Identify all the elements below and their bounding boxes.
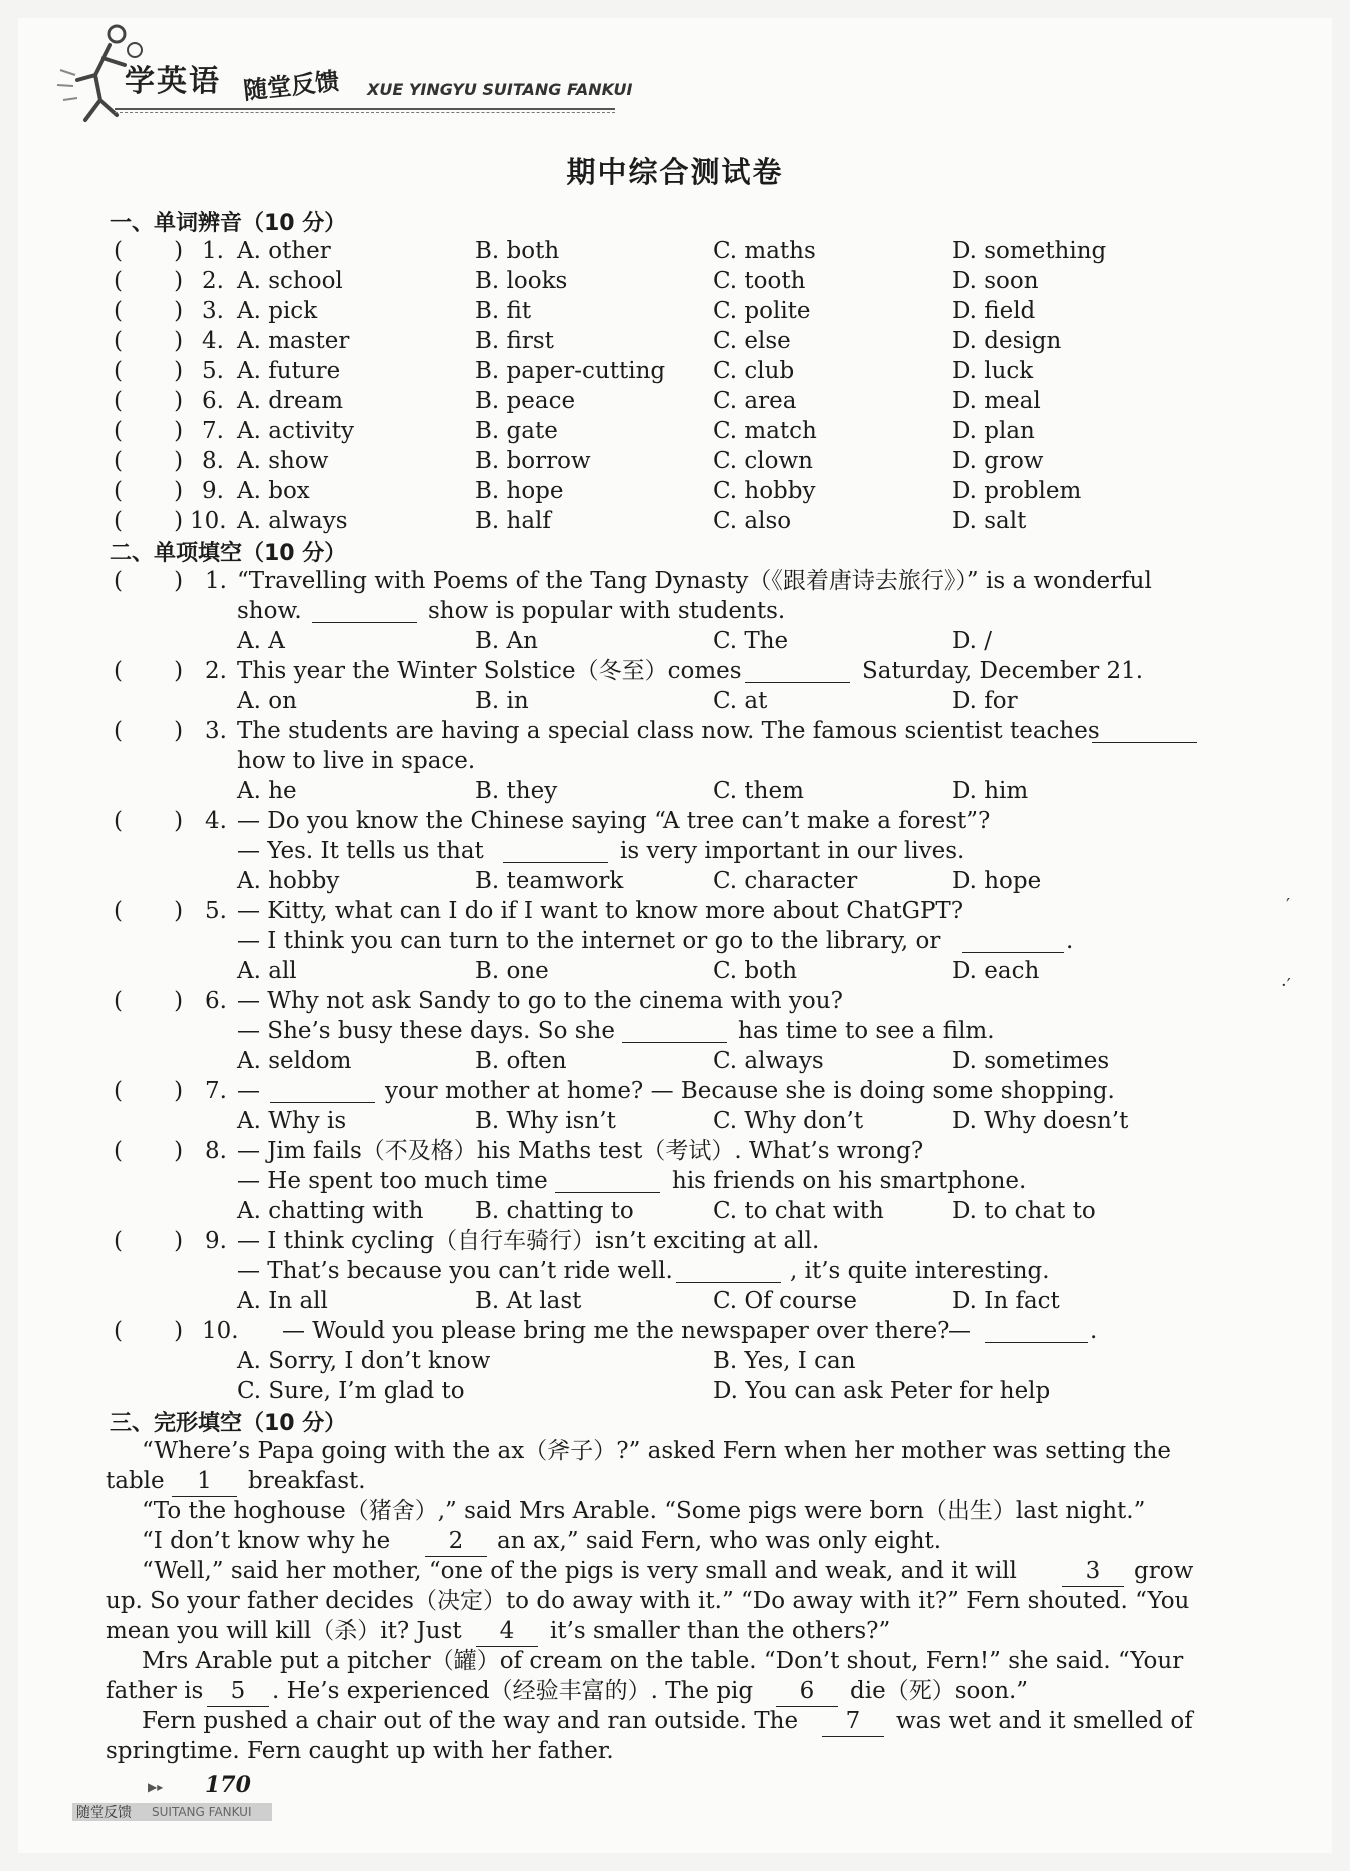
question-row: ( ) 6. A. dream B. peace C. area D. meal [114, 388, 1041, 414]
question-text: — [237, 1078, 260, 1104]
option-d: D. for [952, 688, 1018, 714]
option-a: A. hobby [237, 868, 340, 894]
option-d: D. each [952, 958, 1040, 984]
option-a: A. activity [237, 418, 355, 444]
option-c: C. else [713, 328, 791, 354]
question-row: ( ) 7. — your mother at home? — Because she is doing some shopping. [114, 1078, 1115, 1104]
passage-text: . He’s experienced（经验丰富的）. The pig [272, 1678, 754, 1704]
passage-text: was wet and it smelled of [896, 1708, 1193, 1734]
question-row: ( ) 2. A. school B. looks C. tooth D. soon [114, 268, 1039, 294]
question-text: has time to see a film. [738, 1018, 995, 1044]
option-a: A. pick [237, 298, 318, 324]
question-text: is very important in our lives. [620, 838, 965, 864]
question-number: 7. [205, 1078, 227, 1104]
option-d: D. problem [952, 478, 1082, 504]
question-row: ( ) 5. A. future B. paper-cutting C. club D. luck [114, 358, 1034, 384]
option-d: D. grow [952, 448, 1044, 474]
passage-text: it’s smaller than the others?” [550, 1618, 891, 1644]
option-a: A. chatting with [237, 1198, 424, 1224]
section-heading: 三、完形填空（10 分） [110, 1411, 347, 1436]
option-b: B. An [475, 628, 538, 654]
option-b: B. teamwork [475, 868, 624, 894]
option-a: A. on [237, 688, 297, 714]
cloze-blank-5[interactable]: 5 [207, 1676, 269, 1707]
option-b: B. Yes, I can [713, 1348, 856, 1374]
cloze-blank-1[interactable]: 1 [172, 1466, 237, 1497]
option-d: D. You can ask Peter for help [713, 1378, 1051, 1404]
option-c: C. them [713, 778, 804, 804]
answer-blank[interactable] [985, 1316, 1088, 1343]
option-b: B. Why isn’t [475, 1108, 616, 1134]
answer-blank[interactable] [270, 1076, 375, 1103]
options-row [0, 1106, 1350, 1136]
passage-text: “Well,” said her mother, “one of the pigs is very small and weak, and it will [142, 1558, 1017, 1584]
scan-mark: ′ [1286, 895, 1291, 916]
question-row: ( ) 1. A. other B. both C. maths D. something [114, 238, 1107, 264]
question-number: 8. [205, 1138, 227, 1164]
options-row [0, 626, 1350, 656]
answer-blank[interactable] [676, 1256, 781, 1283]
option-d: D. In fact [952, 1288, 1060, 1314]
question-row [0, 1166, 1350, 1196]
question-number: 10. [190, 508, 227, 534]
option-b: B. they [475, 778, 558, 804]
option-d: D. design [952, 328, 1062, 354]
answer-blank[interactable] [503, 836, 608, 863]
question-row: ( ) 3. The students are having a special class now. The famous scientist teaches [0, 716, 1350, 746]
option-c: C. both [713, 958, 798, 984]
question-row: ( ) 1. “Travelling with Poems of the Tang Dynasty（《跟着唐诗去旅行》）” is a wonderful [114, 568, 1152, 594]
option-a: A. he [237, 778, 297, 804]
question-row [0, 1256, 1350, 1286]
option-b: B. paper-cutting [475, 358, 666, 384]
option-b: B. hope [475, 478, 564, 504]
question-row [0, 926, 1350, 956]
passage-text: father is [106, 1678, 204, 1704]
question-text: — [948, 1318, 971, 1344]
section-heading: 一、单词辨音（10 分） [110, 211, 347, 236]
option-d: D. to chat to [952, 1198, 1096, 1224]
option-a: A. Sorry, I don’t know [237, 1348, 491, 1374]
option-d: D. / [952, 628, 992, 654]
option-b: B. both [475, 238, 560, 264]
options-row [0, 1346, 1350, 1376]
question-row: ( ) 10. A. always B. half C. also D. salt [114, 508, 1027, 534]
option-c: C. also [713, 508, 792, 534]
question-number: 9. [202, 478, 224, 504]
question-text: This year the Winter Solstice（冬至）comes [237, 658, 742, 684]
passage-line: Mrs Arable put a pitcher（罐）of cream on the table. “Don’t shout, Fern!” she said. “Your [142, 1648, 1184, 1674]
options-row [0, 1046, 1350, 1076]
question-text: — I think cycling（自行车骑行）isn’t exciting at all. [237, 1228, 820, 1254]
question-number: 4. [202, 328, 224, 354]
question-text: , it’s quite interesting. [790, 1258, 1050, 1284]
question-punct: . [1066, 928, 1074, 954]
option-b: B. fit [475, 298, 532, 324]
brand-subtitle-cn: 随堂反馈 [242, 67, 341, 105]
option-a: A. A [237, 628, 285, 654]
question-number: 5. [202, 358, 224, 384]
option-d: D. him [952, 778, 1029, 804]
question-text: his friends on his smartphone. [672, 1168, 1027, 1194]
passage-line: “To the hoghouse（猪舍）,” said Mrs Arable. “Some pigs were born（出生）last night.” [142, 1498, 1146, 1524]
option-c: C. club [713, 358, 795, 384]
option-d: D. meal [952, 388, 1041, 414]
answer-blank[interactable] [312, 596, 417, 623]
option-a: A. dream [237, 388, 344, 414]
question-text: Saturday, December 21. [862, 658, 1144, 684]
options-row [0, 866, 1350, 896]
option-c: C. to chat with [713, 1198, 884, 1224]
option-a: A. all [237, 958, 297, 984]
answer-blank[interactable] [555, 1166, 660, 1193]
option-c: C. Of course [713, 1288, 858, 1314]
passage-line: springtime. Fern caught up with her father. [106, 1738, 614, 1764]
option-d: D. hope [952, 868, 1042, 894]
question-row: ( ) 2. This year the Winter Solstice（冬至）comes Saturday, December 21. [114, 658, 1144, 684]
passage-line [0, 1676, 1350, 1706]
question-text: — Kitty, what can I do if I want to know more about ChatGPT? [237, 898, 964, 924]
question-text: — Do you know the Chinese saying “A tree can’t make a forest”? [237, 808, 991, 834]
passage-text: “I don’t know why he [142, 1528, 391, 1554]
question-text: how to live in space. [237, 748, 476, 774]
options-row [0, 1286, 1350, 1316]
question-row: ( ) 4. A. master B. first C. else D. design [114, 328, 1062, 354]
question-number: 6. [205, 988, 227, 1014]
brand-title-en: XUE YINGYU SUITANG FANKUI [367, 80, 633, 99]
option-a: A. school [237, 268, 343, 294]
option-c: C. area [713, 388, 797, 414]
question-text: show. [237, 598, 302, 624]
header [55, 20, 655, 130]
option-b: B. often [475, 1048, 567, 1074]
option-b: B. chatting to [475, 1198, 634, 1224]
options-row [0, 686, 1350, 716]
passage-line [0, 1526, 1350, 1556]
options-row [0, 1376, 1350, 1406]
option-c: C. always [713, 1048, 824, 1074]
question-number: 4. [205, 808, 227, 834]
question-number: 3. [202, 298, 224, 324]
question-row: ( ) 9. — I think cycling（自行车骑行）isn’t exciting at all. [114, 1228, 820, 1254]
option-d: D. soon [952, 268, 1039, 294]
passage-line [0, 1706, 1350, 1736]
question-text: — I think you can turn to the internet or go to the library, or [237, 928, 941, 954]
question-text: — He spent too much time [237, 1168, 548, 1194]
question-number: 5. [205, 898, 227, 924]
question-number: 6. [202, 388, 224, 414]
answer-blank[interactable] [1092, 716, 1197, 743]
header-dashed-divider [115, 112, 615, 113]
option-c: C. at [713, 688, 768, 714]
passage-line [0, 1616, 1350, 1646]
option-d: D. luck [952, 358, 1034, 384]
option-a: A. always [237, 508, 348, 534]
option-c: C. Why don’t [713, 1108, 864, 1134]
answer-blank[interactable] [745, 656, 850, 683]
option-b: B. one [475, 958, 549, 984]
question-text: “Travelling with Poems of the Tang Dynasty（《跟着唐诗去旅行》）” is a wonderful [237, 568, 1152, 594]
option-b: B. peace [475, 388, 576, 414]
footer-arrow-icon: ▶▸ [148, 1780, 164, 1794]
question-number: 10. [202, 1318, 239, 1344]
question-text: — Would you please bring me the newspaper over there? [282, 1318, 950, 1344]
option-c: C. clown [713, 448, 813, 474]
question-number: 1. [202, 238, 224, 264]
option-c: C. Sure, I’m glad to [237, 1378, 465, 1404]
option-c: C. tooth [713, 268, 806, 294]
option-d: D. salt [952, 508, 1027, 534]
option-d: D. field [952, 298, 1036, 324]
options-row [0, 1196, 1350, 1226]
option-c: C. match [713, 418, 817, 444]
answer-blank[interactable] [622, 1016, 727, 1043]
cloze-blank-6[interactable]: 6 [776, 1676, 838, 1707]
question-number: 1. [205, 568, 227, 594]
passage-text: Fern pushed a chair out of the way and ran outside. The [142, 1708, 799, 1734]
question-row [0, 746, 1350, 776]
question-row [0, 1016, 1350, 1046]
passage-text: an ax,” said Fern, who was only eight. [497, 1528, 942, 1554]
cloze-blank-4[interactable]: 4 [476, 1616, 538, 1647]
option-a: A. other [237, 238, 331, 264]
option-c: C. character [713, 868, 858, 894]
options-row [0, 956, 1350, 986]
question-number: 3. [205, 718, 227, 744]
question-row [0, 596, 1350, 626]
question-text: your mother at home? — Because she is doing some shopping. [385, 1078, 1115, 1104]
options-row [0, 776, 1350, 806]
answer-blank[interactable] [962, 926, 1064, 953]
scan-mark: ·′ [1281, 975, 1291, 996]
question-row: ( ) 7. A. activity B. gate C. match D. plan [114, 418, 1035, 444]
passage-text: die（死）soon.” [850, 1678, 1029, 1704]
passage-text: breakfast. [248, 1468, 366, 1494]
option-c: C. hobby [713, 478, 816, 504]
option-c: C. maths [713, 238, 816, 264]
header-divider [115, 108, 615, 110]
footer-label-en: SUITANG FANKUI [152, 1805, 252, 1819]
option-c: C. The [713, 628, 789, 654]
question-text: — Yes. It tells us that [237, 838, 484, 864]
option-d: D. Why doesn’t [952, 1108, 1129, 1134]
passage-line: “Where’s Papa going with the ax（斧子）?” asked Fern when her mother was setting the [142, 1438, 1172, 1464]
question-row: ( ) 8. — Jim fails（不及格）his Maths test（考试）. What’s wrong? [114, 1138, 924, 1164]
question-text: — Jim fails（不及格）his Maths test（考试）. What’s wrong? [237, 1138, 924, 1164]
option-a: A. box [237, 478, 310, 504]
passage-text: mean you will kill（杀）it? Just [106, 1618, 462, 1644]
question-number: 2. [205, 658, 227, 684]
option-d: D. plan [952, 418, 1035, 444]
question-number: 8. [202, 448, 224, 474]
question-number: 2. [202, 268, 224, 294]
option-b: B. looks [475, 268, 568, 294]
option-d: D. sometimes [952, 1048, 1110, 1074]
question-text: — Why not ask Sandy to go to the cinema with you? [237, 988, 843, 1014]
question-row: ( ) 3. A. pick B. fit C. polite D. field [114, 298, 1036, 324]
passage-line [0, 1556, 1350, 1586]
option-b: B. first [475, 328, 554, 354]
question-text: The students are having a special class now. The famous scientist teaches [237, 718, 1100, 744]
question-text: — That’s because you can’t ride well. [237, 1258, 673, 1284]
passage-text: grow [1134, 1558, 1194, 1584]
question-row: ( ) 9. A. box B. hope C. hobby D. problem [114, 478, 1082, 504]
section-heading: 二、单项填空（10 分） [110, 541, 347, 566]
option-a: A. In all [237, 1288, 328, 1314]
question-number: 7. [202, 418, 224, 444]
brand-title-cn: 学英语 [125, 64, 221, 99]
option-a: A. show [237, 448, 329, 474]
option-b: B. gate [475, 418, 558, 444]
question-row [0, 836, 1350, 866]
question-text: — She’s busy these days. So she [237, 1018, 615, 1044]
question-text: show is popular with students. [428, 598, 786, 624]
passage-text: table [106, 1468, 165, 1494]
question-row: ( ) 6. — Why not ask Sandy to go to the cinema with you? [114, 988, 843, 1014]
option-b: B. At last [475, 1288, 582, 1314]
option-a: A. master [237, 328, 350, 354]
option-c: C. polite [713, 298, 811, 324]
cloze-blank-2[interactable]: 2 [425, 1526, 487, 1557]
option-b: B. half [475, 508, 551, 534]
cloze-blank-3[interactable]: 3 [1062, 1556, 1124, 1587]
cloze-blank-7[interactable]: 7 [822, 1706, 884, 1737]
footer-label-cn: 随堂反馈 [76, 1805, 132, 1821]
option-a: A. Why is [237, 1108, 347, 1134]
question-number: 9. [205, 1228, 227, 1254]
option-a: A. future [237, 358, 341, 384]
question-row: ( ) 10. — Would you please bring me the newspaper over there? — . [114, 1318, 1098, 1344]
option-b: B. in [475, 688, 529, 714]
option-a: A. seldom [237, 1048, 352, 1074]
page-title: 期中综合测试卷 [566, 155, 784, 189]
page-number: 170 [205, 1772, 251, 1798]
question-row: ( ) 8. A. show B. borrow C. clown D. grow [114, 448, 1044, 474]
question-punct: . [1090, 1318, 1098, 1344]
passage-line: up. So your father decides（决定）to do away with it.” “Do away with it?” Fern shouted. “You [106, 1588, 1190, 1614]
option-d: D. something [952, 238, 1107, 264]
question-row: ( ) 5. — Kitty, what can I do if I want to know more about ChatGPT? [114, 898, 964, 924]
passage-line [0, 1466, 1350, 1496]
question-row: ( ) 4. — Do you know the Chinese saying “A tree can’t make a forest”? [114, 808, 991, 834]
option-b: B. borrow [475, 448, 591, 474]
